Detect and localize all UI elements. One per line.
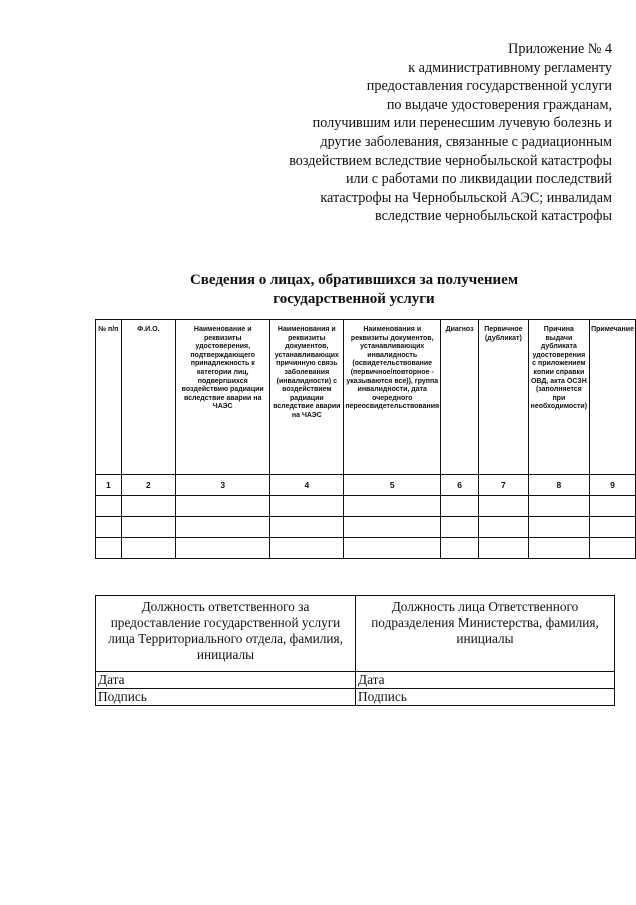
column-number: 8 <box>528 475 589 496</box>
table-cell[interactable] <box>479 517 529 538</box>
table-cell[interactable] <box>344 538 441 559</box>
column-header-certificate: Наименование и реквизиты удостоверения, подтверждающего принадлежность к категории лиц, подвергшихся воздействию радиации вследствие аварии на ЧАЭС <box>176 320 270 475</box>
ministry-officer-header: Должность лица Ответственного подразделения Министерства, фамилия, инициалы <box>356 596 615 672</box>
table-row <box>96 496 636 517</box>
column-header-causal-documents: Наименования и реквизиты документов, устанавливающих причинную связь заболевания (инвалидности) с воздействием радиации вследствие аварии на ЧАЭС <box>270 320 344 475</box>
table-cell[interactable] <box>121 538 175 559</box>
annex-line: катастрофы на Чернобыльской АЭС; инвалидам <box>320 189 612 206</box>
date-field-right[interactable]: Дата <box>356 672 615 689</box>
annex-reference <box>212 40 612 226</box>
column-number: 6 <box>441 475 479 496</box>
column-header-notes: Примечание <box>590 320 636 475</box>
column-number: 9 <box>590 475 636 496</box>
table-cell[interactable] <box>96 496 122 517</box>
annex-line: предоставления государственной услуги <box>366 78 612 95</box>
table-cell[interactable] <box>344 517 441 538</box>
table-cell[interactable] <box>441 496 479 517</box>
table-cell[interactable] <box>590 538 636 559</box>
table-cell[interactable] <box>528 538 589 559</box>
table-cell[interactable] <box>96 517 122 538</box>
signature-field-left[interactable]: Подпись <box>96 689 356 706</box>
table-row <box>96 538 636 559</box>
register-header-row <box>96 320 636 475</box>
column-header-number: № п/п <box>96 320 122 475</box>
column-number-row <box>96 475 636 496</box>
table-row <box>96 517 636 538</box>
table-cell[interactable] <box>270 517 344 538</box>
table-cell[interactable] <box>96 538 122 559</box>
table-cell[interactable] <box>479 538 529 559</box>
column-header-disability-documents: Наименования и реквизиты документов, устанавливающих инвалидность (освидетельствование (первичное/повторное - указываются все)), группа инвалидности, дата очередного переосвидетельствования <box>344 320 441 475</box>
table-cell[interactable] <box>344 496 441 517</box>
table-cell[interactable] <box>590 517 636 538</box>
table-cell[interactable] <box>176 538 270 559</box>
table-cell[interactable] <box>479 496 529 517</box>
column-number: 7 <box>479 475 529 496</box>
table-cell[interactable] <box>121 496 175 517</box>
column-header-duplicate-reason: Причина выдачи дубликата удостоверения с приложением копии справки ОВД, акта ОСЗН (заполняется при необходимости) <box>528 320 589 475</box>
column-number: 3 <box>176 475 270 496</box>
signature-field-right[interactable]: Подпись <box>356 689 615 706</box>
territorial-officer-header: Должность ответственного за предоставление государственной услуги лица Территориального отдела, фамилия, инициалы <box>96 596 356 672</box>
document-title-line: государственной услуги <box>273 290 435 307</box>
annex-line: получившим или перенесшим лучевую болезнь и <box>312 115 612 132</box>
table-cell[interactable] <box>176 496 270 517</box>
table-cell[interactable] <box>441 517 479 538</box>
table-cell[interactable] <box>270 538 344 559</box>
table-cell[interactable] <box>590 496 636 517</box>
column-header-primary-duplicate: Первичное (дубликат) <box>479 320 529 475</box>
annex-line: воздействием вследствие чернобыльской катастрофы <box>289 152 612 169</box>
column-number: 4 <box>270 475 344 496</box>
column-number: 5 <box>344 475 441 496</box>
table-cell[interactable] <box>176 517 270 538</box>
annex-line: или с работами по ликвидации последствий <box>345 171 612 188</box>
annex-line: к административному регламенту <box>408 59 612 76</box>
table-cell[interactable] <box>270 496 344 517</box>
column-number: 2 <box>121 475 175 496</box>
signature-row <box>96 689 615 706</box>
document-title-line: Сведения о лицах, обратившихся за получением <box>189 272 519 288</box>
column-header-diagnosis: Диагноз <box>441 320 479 475</box>
annex-line: вследствие чернобыльской катастрофы <box>374 208 612 225</box>
annex-line: Приложение № 4 <box>508 41 612 57</box>
date-row <box>96 672 615 689</box>
document-title <box>0 271 636 308</box>
table-cell[interactable] <box>441 538 479 559</box>
signature-table <box>95 595 615 706</box>
annex-line: другие заболевания, связанные с радиационным <box>320 133 612 150</box>
register-table <box>95 319 636 559</box>
date-field-left[interactable]: Дата <box>96 672 356 689</box>
column-header-full-name: Ф.И.О. <box>121 320 175 475</box>
table-cell[interactable] <box>528 517 589 538</box>
annex-line: по выдаче удостоверения гражданам, <box>386 96 612 113</box>
signature-header-row <box>96 596 615 672</box>
table-cell[interactable] <box>121 517 175 538</box>
table-cell[interactable] <box>528 496 589 517</box>
column-number: 1 <box>96 475 122 496</box>
